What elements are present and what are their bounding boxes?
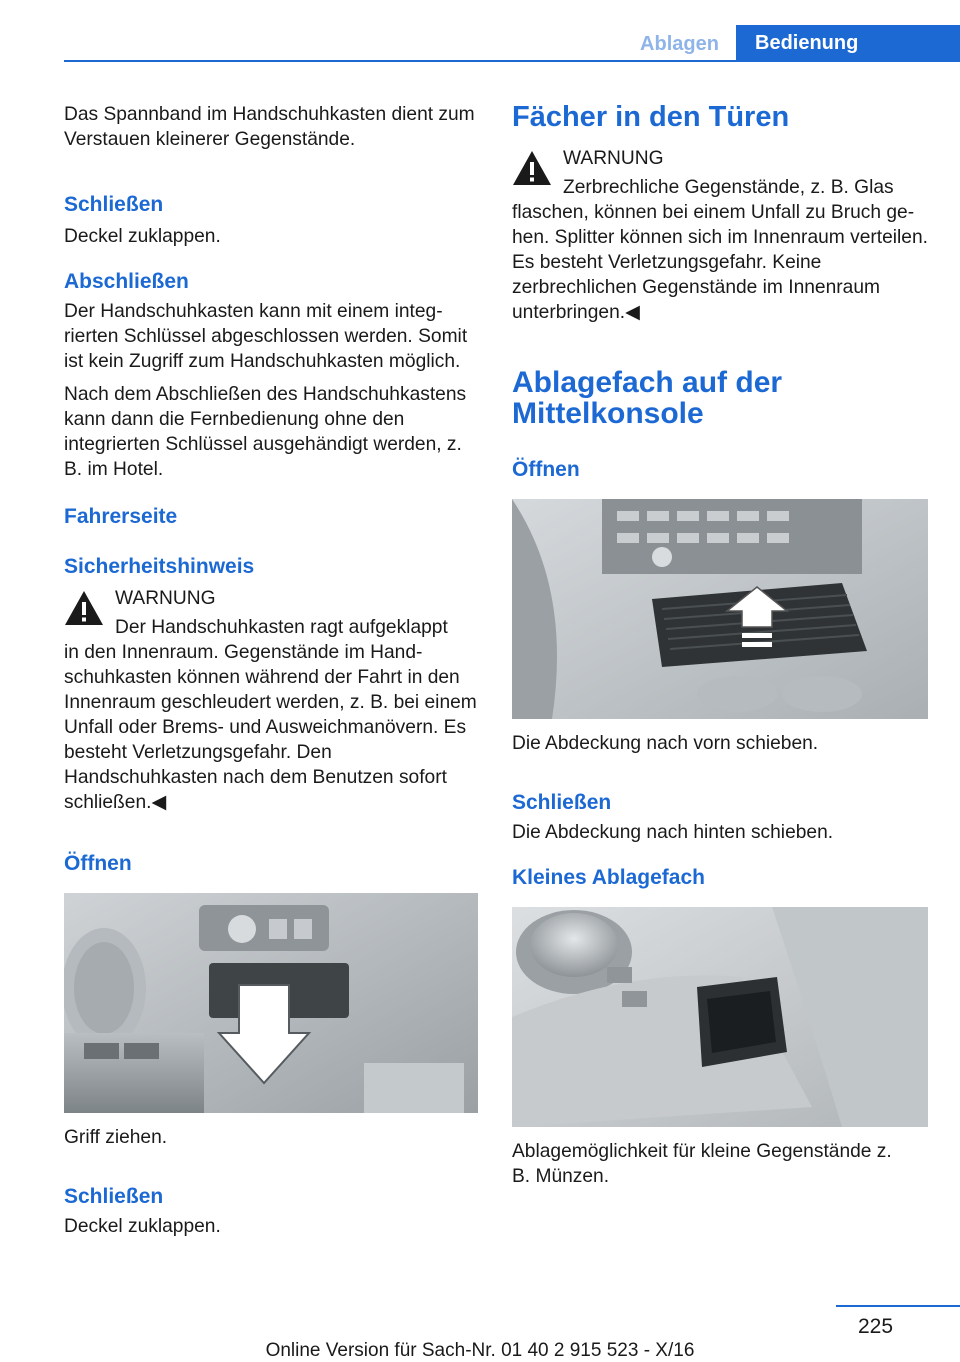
oeffnen-caption-left: Griff ziehen. — [64, 1127, 168, 1148]
warning-text-rest: in den Innenraum. Gegenstände im Handschuhkasten können während der Fahrt in den Innenraum geschleudert werden, z. B. bei einem Unfall oder Brems- und Ausweichmanövern. Es besteht Verletzungsgefahr. Den Handschuhkasten nach dem Benutzen sofort schließen.◀ — [64, 642, 477, 813]
intro-text: Das Spannband im Handschuhkasten dient zum Verstauen kleinerer Gegenstände. — [64, 104, 475, 150]
heading-sicherheitshinweis: Sicherheitshinweis — [64, 555, 255, 578]
oeffnen-caption-right: Die Abdeckung nach vorn schieben. — [512, 733, 819, 754]
abschliessen-text-1: Der Handschuhkasten kann mit einem integrierten Schlüssel abgeschlossen werden. Somit ist kein Zugriff zum Handschuhkasten möglich. — [64, 301, 468, 372]
heading-schliessen-2: Schließen — [64, 1185, 164, 1208]
warning-triangle-icon — [64, 590, 104, 626]
photo-center-console-cover — [512, 499, 928, 719]
footer-online-version: Online Version für Sach-Nr. 01 40 2 915 523 - X/16 — [265, 1340, 695, 1361]
warning-triangle-icon — [512, 150, 552, 186]
right-column — [512, 100, 930, 1197]
heading-kleines-ablagefach: Kleines Ablagefach — [512, 866, 705, 889]
photo-glovebox-handle — [64, 893, 478, 1113]
left-column — [64, 102, 478, 1247]
footer-rule — [836, 1305, 960, 1307]
header-tab-bedienung[interactable]: Bedienung — [736, 25, 960, 62]
heading-oeffnen-left: Öffnen — [64, 852, 132, 875]
heading-schliessen: Schließen — [64, 193, 164, 216]
heading-fahrerseite: Fahrerseite — [64, 505, 178, 528]
heading-faecher: Fächer in den Türen — [512, 101, 790, 133]
kleines-caption: Ablagemöglichkeit für kleine Gegenstände z. B. Münzen. — [512, 1141, 892, 1187]
header-tab-ablagen[interactable]: Ablagen — [640, 33, 719, 55]
warning-label: WARNUNG — [563, 148, 664, 169]
warning-block-faecher — [512, 146, 930, 200]
schliessen-text: Deckel zuklappen. — [64, 226, 221, 247]
photo-small-compartment — [512, 907, 928, 1127]
warning-line-1: Der Handschuhkasten ragt aufgeklappt — [115, 617, 448, 638]
abschliessen-text-2: Nach dem Abschließen des Handschuhkastens kann dann die Fernbedienung ohne den integrierten Schlüssel ausgehändigt werden, z. B. im Hotel. — [64, 384, 467, 480]
warning-line-1: Zerbrechliche Gegenstände, z. B. Glas — [563, 177, 894, 198]
heading-schliessen-right: Schließen — [512, 791, 612, 814]
heading-oeffnen-right: Öffnen — [512, 458, 580, 481]
schliessen-2-text: Deckel zuklappen. — [64, 1216, 221, 1237]
warning-label: WARNUNG — [115, 588, 216, 609]
page-number: 225 — [858, 1315, 894, 1338]
heading-ablagefach-mittelkonsole: Ablagefach auf der Mittelkonsole — [512, 366, 783, 430]
warning-text-rest: flaschen, können bei einem Unfall zu Bruch gehen. Splitter können sich im Innenraum verteilen. Es besteht Verletzungsgefahr. Keine zerbrechlichen Gegenstände im Innenraum unterbringen.◀ — [512, 202, 928, 323]
heading-abschliessen: Abschließen — [64, 270, 189, 293]
header-rule — [64, 60, 960, 62]
warning-block-handschuhkasten — [64, 586, 478, 640]
schliessen-right-text: Die Abdeckung nach hinten schieben. — [512, 822, 834, 843]
